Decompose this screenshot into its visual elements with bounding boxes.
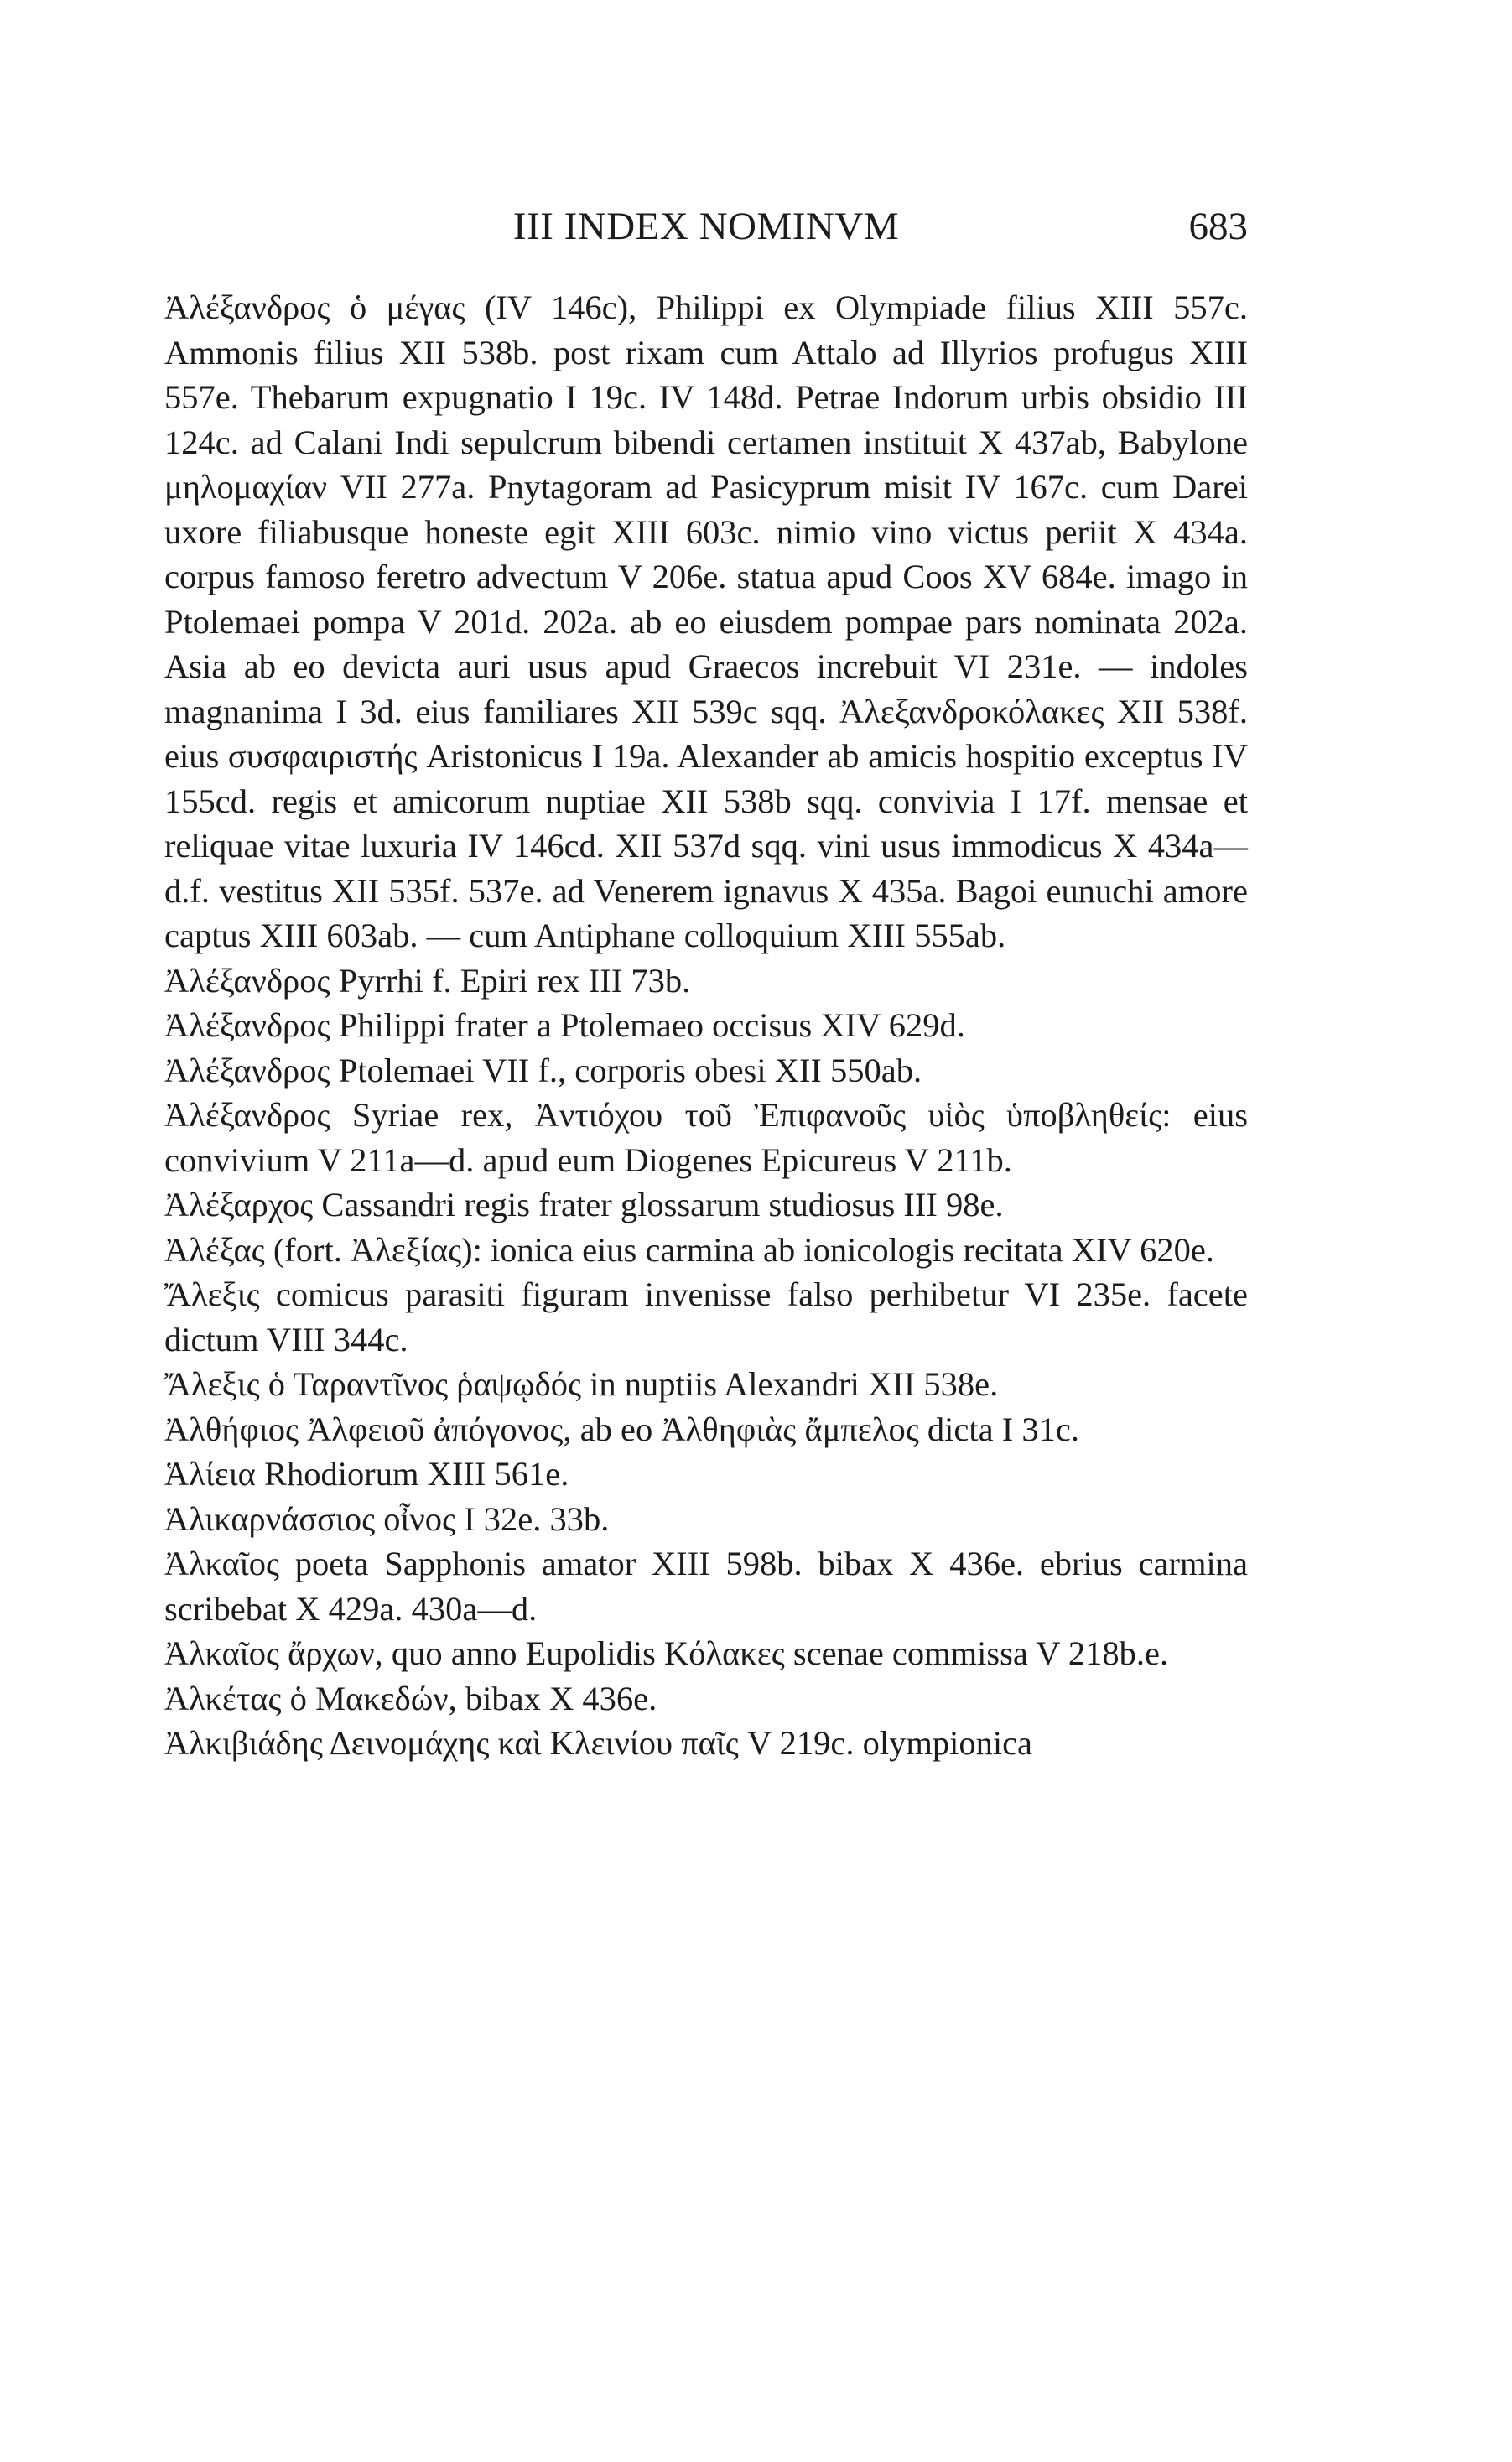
entry-text: Ἁλίεια Rhodiorum XIII 561e.: [164, 1455, 569, 1493]
page-number: 683: [1188, 205, 1248, 248]
entry-text: Ἀλκαῖος ἄρχων, quo anno Eupolidis Κόλακες scenae commissa V 218b.e.: [164, 1634, 1169, 1672]
index-entry: [164, 1676, 1248, 1722]
running-title: III INDEX NOMINVM: [512, 205, 900, 248]
entry-text: Ἀλέξανδρος ὁ μέγας (IV 146c), Philippi ex Olympiade filius XIII 557c. Ammonis filius XII 538b. post rixam cum Attalo ad Illyrios profugus XIII 557e. Thebarum expugnatio I 19c. IV 148d. Petrae Indorum urbis obsidio III 124c. ad Calani Indi sepulcrum bibendi certamen instituit X 437ab, Babylone μηλομαχίαν VII 277a. Pnytagoram ad Pasicyprum misit IV 167c. cum Darei uxore filiabusque honeste egit XIII 603c. nimio vino victus periit X 434a. corpus famoso feretro advectum V 206e. statua apud Coos XV 684e. imago in Ptolemaei pompa V 201d. 202a. ab eo eiusdem pompae pars nominata 202a. Asia ab eo devicta auri usus apud Graecos increbuit VI 231e. — indoles magnanima I 3d. eius familiares XII 539c sqq. Ἀλεξανδροκόλακες XII 538f. eius συσφαιριστής Aristonicus I 19a. Alexander ab amicis hospitio exceptus IV 155cd. regis et amicorum nuptiae XII 538b sqq. convivia I 17f. mensae et reliquae vitae luxuria IV 146cd. XII 537d sqq. vini usus immodicus X 434a—d.f. vestitus XII 535f. 537e. ad Venerem ignavus X 435a. Bagoi eunuchi amore captus XIII 603ab. — cum Antiphane colloquium XIII 555ab.: [164, 288, 1248, 954]
index-entry: [164, 1362, 1248, 1407]
index-entry: [164, 1541, 1248, 1631]
index-entry: [164, 1721, 1248, 1766]
index-entry: [164, 1093, 1248, 1182]
index-entry: [164, 1407, 1248, 1452]
index-entry: [164, 1272, 1248, 1362]
entry-text: Ἁλικαρνάσσιος οἶνος I 32e. 33b.: [164, 1499, 610, 1538]
entry-text: Ἀλκιβιάδης Δεινομάχης καὶ Κλεινίου παῖς V 219c. olympionica: [164, 1724, 1033, 1762]
entry-text: Ἀλέξανδρος Ptolemaei VII f., corporis obesi XII 550ab.: [164, 1051, 922, 1089]
page-header: [164, 200, 1248, 253]
index-entry: [164, 1048, 1248, 1093]
entry-text: Ἀλέξαρχος Cassandri regis frater glossarum studiosus III 98e.: [164, 1186, 1004, 1223]
entry-text: Ἀλέξανδρος Pyrrhi f. Epiri rex III 73b.: [164, 961, 691, 1000]
index-entry: [164, 1631, 1248, 1676]
index-entry: [164, 1452, 1248, 1497]
index-entry: [164, 1228, 1248, 1273]
entry-text: Ἄλεξις comicus parasiti figuram invenisse falso perhibetur VI 235e. facete dictum VIII 344c.: [164, 1275, 1248, 1358]
index-entry: [164, 1003, 1248, 1048]
entry-text: Ἄλεξις ὁ Ταραντῖνος ῥαψῳδός in nuptiis Alexandri XII 538e.: [164, 1365, 999, 1403]
entry-text: Ἀλέξας (fort. Ἀλεξίας): ionica eius carmina ab ionicologis recitata XIV 620e.: [164, 1230, 1214, 1269]
entry-text: Ἀλθήφιος Ἀλφειοῦ ἀπόγονος, ab eo Ἀλθηφιὰς ἄμπελος dicta I 31c.: [164, 1410, 1079, 1448]
index-entry: [164, 1497, 1248, 1542]
index-entry: [164, 958, 1248, 1004]
entry-text: Ἀλκέτας ὁ Μακεδών, bibax X 436e.: [164, 1679, 657, 1717]
index-entry: [164, 1182, 1248, 1228]
entry-text: Ἀλκαῖος poeta Sapphonis amator XIII 598b. bibax X 436e. ebrius carmina scribebat X 429a. 430a—d.: [164, 1545, 1248, 1628]
index-column: [164, 285, 1248, 1766]
entry-text: Ἀλέξανδρος Syriae rex, Ἀντιόχου τοῦ Ἐπιφανοῦς υἱὸς ὑποβληθείς: eius convivium V 211a—d. apud eum Diogenes Epicureus V 211b.: [164, 1096, 1248, 1179]
entry-text: Ἀλέξανδρος Philippi frater a Ptolemaeo occisus XIV 629d.: [164, 1006, 965, 1044]
index-entry: [164, 285, 1248, 958]
